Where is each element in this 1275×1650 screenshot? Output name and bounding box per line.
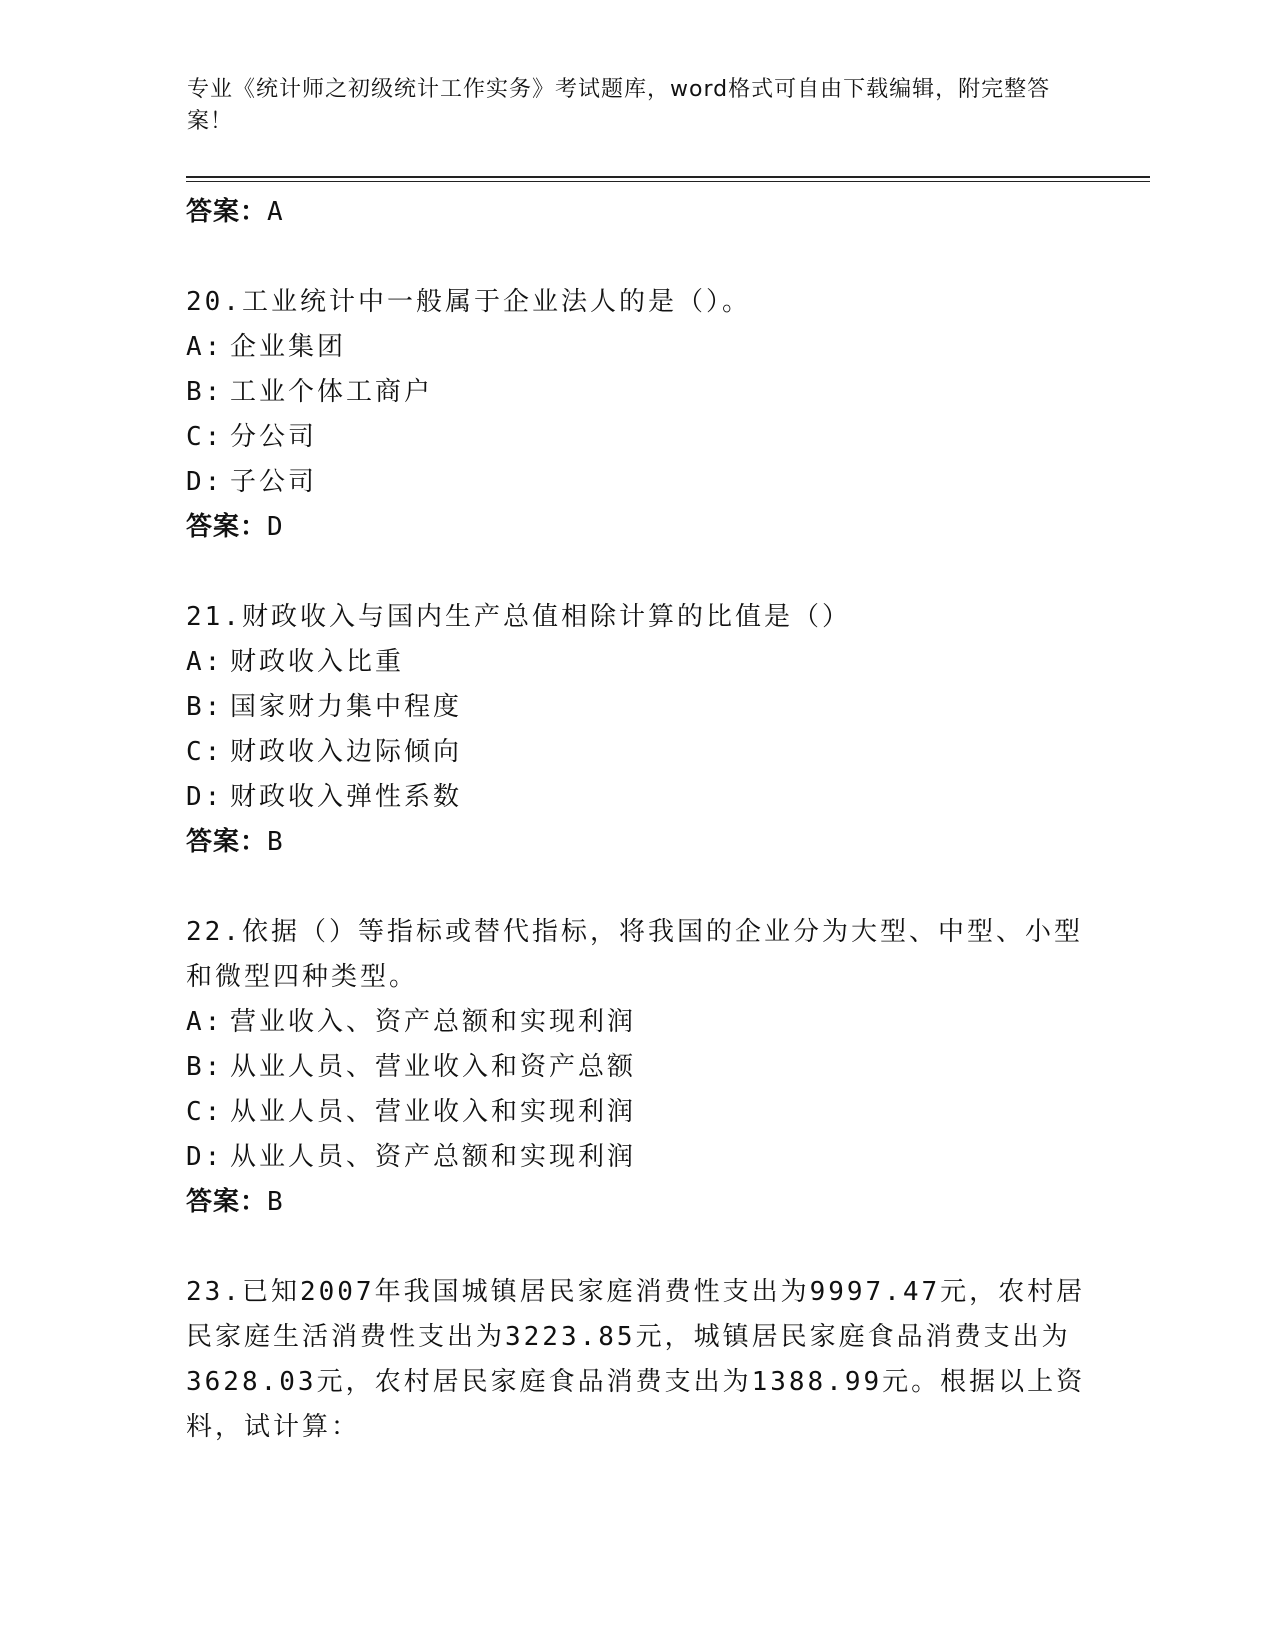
option-letter: C: [186, 422, 224, 452]
question-block [186, 280, 1086, 550]
option-b [186, 1045, 1086, 1090]
answer-value: A [267, 197, 284, 227]
option-b [186, 685, 1086, 730]
option-letter: D: [186, 1142, 224, 1172]
answer-value: D [267, 512, 284, 542]
answer-label: 答案： [186, 827, 268, 857]
option-letter: C: [186, 1097, 224, 1127]
question-stem: 21.财政收入与国内生产总值相除计算的比值是（） [186, 602, 851, 632]
option-d [186, 460, 1086, 505]
answer-label: 答案： [186, 1187, 268, 1217]
option-text: 营业收入、资产总额和实现利润 [230, 1007, 637, 1037]
option-letter: B: [186, 1052, 224, 1082]
option-a [186, 640, 1086, 685]
option-letter: B: [186, 377, 224, 407]
question-stem: 23.已知2007年我国城镇居民家庭消费性支出为9997.47元，农村居民家庭生活消费性支出为3223.85元，城镇居民家庭食品消费支出为3628.03元，农村居民家庭食品消费支出为1388.99元。根据以上资料，试计算： [186, 1277, 1086, 1442]
option-text: 财政收入比重 [230, 647, 405, 677]
option-text: 企业集团 [230, 332, 347, 362]
option-letter: D: [186, 467, 224, 497]
answer-value: B [267, 827, 284, 857]
option-text: 从业人员、营业收入和资产总额 [230, 1052, 637, 1082]
question-block [186, 1270, 1086, 1450]
question-stem: 22.依据（）等指标或替代指标，将我国的企业分为大型、中型、小型和微型四种类型。 [186, 917, 1083, 992]
option-c [186, 730, 1086, 775]
option-text: 子公司 [230, 467, 318, 497]
option-letter: A: [186, 1007, 224, 1037]
header-divider-thick [186, 176, 1150, 178]
option-d [186, 1135, 1086, 1180]
option-c [186, 415, 1086, 460]
option-letter: D: [186, 782, 224, 812]
option-b [186, 370, 1086, 415]
question-list [186, 190, 1086, 1450]
answer-line [186, 820, 1086, 865]
answer-line [186, 1180, 1086, 1225]
option-text: 从业人员、营业收入和实现利润 [230, 1097, 637, 1127]
option-letter: A: [186, 647, 224, 677]
question-block [186, 910, 1086, 1225]
option-letter: A: [186, 332, 224, 362]
spacer [186, 235, 1086, 280]
option-a [186, 1000, 1086, 1045]
answer-line [186, 190, 1086, 235]
option-letter: B: [186, 692, 224, 722]
option-a [186, 325, 1086, 370]
document-header: 专业《统计师之初级统计工作实务》考试题库，word格式可自由下载编辑，附完整答案！ [187, 77, 1051, 134]
question-stem: 20.工业统计中一般属于企业法人的是（）。 [186, 287, 751, 317]
spacer [186, 1225, 1086, 1270]
answer-label: 答案： [186, 197, 268, 227]
spacer [186, 550, 1086, 595]
answer-line [186, 505, 1086, 550]
question-block [186, 595, 1086, 865]
option-letter: C: [186, 737, 224, 767]
option-text: 财政收入弹性系数 [230, 782, 463, 812]
option-text: 国家财力集中程度 [230, 692, 463, 722]
option-text: 工业个体工商户 [230, 377, 434, 407]
option-text: 从业人员、资产总额和实现利润 [230, 1142, 637, 1172]
answer-label: 答案： [186, 512, 268, 542]
option-d [186, 775, 1086, 820]
option-text: 财政收入边际倾向 [230, 737, 463, 767]
spacer [186, 865, 1086, 910]
option-text: 分公司 [230, 422, 318, 452]
answer-value: B [267, 1187, 284, 1217]
option-c [186, 1090, 1086, 1135]
header-divider-thin [186, 181, 1150, 182]
